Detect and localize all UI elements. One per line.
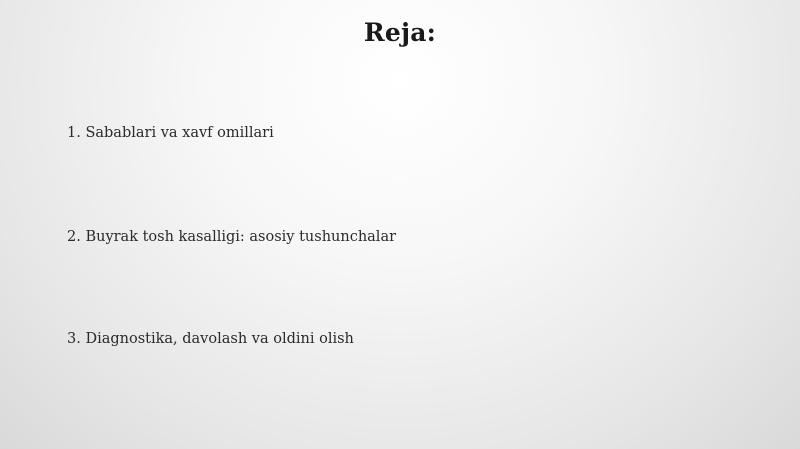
plan-item-3: 3. Diagnostika, davolash va oldini olish xyxy=(67,331,354,347)
plan-item-1: 1. Sabablari va xavf omillari xyxy=(67,125,274,141)
plan-item-2: 2. Buyrak tosh kasalligi: asosiy tushunchalar xyxy=(67,229,397,245)
slide-title: Reja: xyxy=(363,18,437,47)
plan-list xyxy=(67,0,747,449)
